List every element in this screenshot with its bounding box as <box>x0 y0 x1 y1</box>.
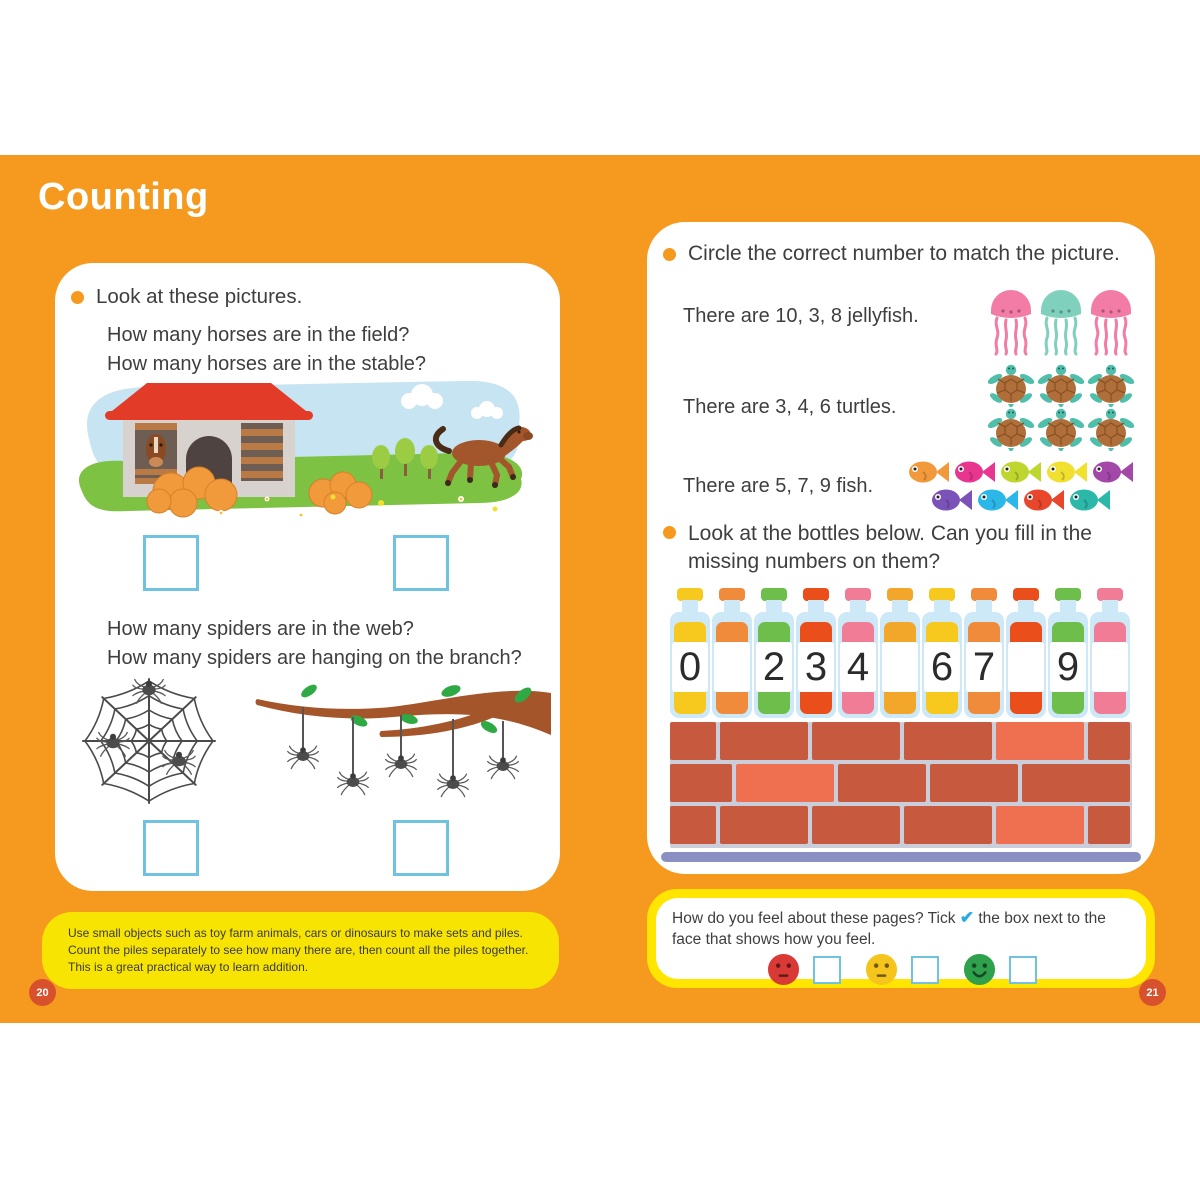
turtle-icon <box>1087 363 1135 407</box>
brick <box>904 722 992 760</box>
feedback-box <box>647 889 1155 988</box>
turtle-icon <box>1087 407 1135 451</box>
left-page-panel <box>55 263 560 891</box>
feedback-checkbox-2[interactable] <box>911 956 939 984</box>
spider-icon <box>338 772 369 795</box>
answer-box-spiders-web[interactable] <box>143 820 199 876</box>
brick <box>812 806 900 844</box>
jellyfish-row <box>683 272 1135 360</box>
fish-icon <box>907 458 951 486</box>
bottle <box>1048 588 1088 718</box>
answer-box-spiders-branch[interactable] <box>393 820 449 876</box>
turtle-icon <box>987 407 1035 451</box>
brick <box>904 806 992 844</box>
bullet-icon <box>663 526 676 539</box>
bottle <box>880 588 920 718</box>
fish-art <box>907 458 1135 514</box>
feedback-checkbox-1[interactable] <box>813 956 841 984</box>
brick <box>720 722 808 760</box>
turtles-row <box>683 360 1135 454</box>
bottle-number-label: 3 <box>798 642 834 692</box>
question-horses-field: How many horses are in the field? <box>107 324 410 346</box>
circle-heading-row <box>663 242 1120 266</box>
bullet-icon <box>71 291 84 304</box>
bottle <box>796 588 836 718</box>
jellyfish-icon <box>1037 274 1085 358</box>
spider-questions <box>107 615 522 673</box>
bottle-number-label: 9 <box>1050 642 1086 692</box>
jellyfish-icon <box>1087 274 1135 358</box>
bullet-icon <box>663 248 676 261</box>
fish-icon <box>1045 458 1089 486</box>
fish-icon <box>1068 486 1112 514</box>
spider-web-illustration <box>67 673 232 818</box>
bottle-number-label: 6 <box>924 642 960 692</box>
bottle <box>1090 588 1130 718</box>
brick <box>1088 722 1130 760</box>
unhappy-face-icon <box>767 953 800 986</box>
brick <box>996 806 1084 844</box>
bottles-heading-text: Look at the bottles below. Can you fill in the missing numbers on them? <box>688 522 1092 573</box>
bottle <box>838 588 878 718</box>
answer-box-horses-field[interactable] <box>143 535 199 591</box>
brick <box>1088 806 1130 844</box>
face-group <box>865 953 939 986</box>
brick <box>996 722 1084 760</box>
farm-scene-illustration <box>71 373 539 525</box>
fish-icon <box>976 486 1020 514</box>
brick <box>670 764 732 802</box>
brick <box>720 806 808 844</box>
fish-row <box>683 454 1135 518</box>
turtle-icon <box>1037 407 1085 451</box>
fish-icon <box>953 458 997 486</box>
left-intro-text: Look at these pictures. <box>96 285 303 308</box>
spider-icon <box>438 774 469 797</box>
spider-icon <box>386 754 417 777</box>
face-group <box>767 953 841 986</box>
brick <box>1022 764 1130 802</box>
brick <box>930 764 1018 802</box>
spider-icon <box>97 733 129 757</box>
brick <box>812 722 900 760</box>
brick <box>736 764 834 802</box>
page-title: Counting <box>38 176 209 218</box>
feedback-text-before: How do you feel about these pages? Tick <box>672 910 956 927</box>
brick <box>838 764 926 802</box>
number-choice-text-fish[interactable]: There are 5, 7, 9 fish. <box>683 474 874 497</box>
feedback-box-inner <box>656 898 1146 979</box>
circle-heading-text: Circle the correct number to match the picture. <box>688 242 1120 265</box>
question-spiders-web: How many spiders are in the web? <box>107 618 414 640</box>
bottle-blank-label[interactable] <box>714 642 750 692</box>
brick <box>670 806 716 844</box>
question-horses-stable: How many horses are in the stable? <box>107 353 427 375</box>
bottle <box>1006 588 1046 718</box>
feedback-checkbox-3[interactable] <box>1009 956 1037 984</box>
tip-line: Count the piles separately to see how many there are, then count all the piles together. <box>68 943 529 957</box>
bottles-heading-row <box>663 520 1125 576</box>
neutral-face-icon <box>865 953 898 986</box>
tip-line: This is a great practical way to learn addition. <box>68 960 309 974</box>
parent-tip-box <box>42 912 559 989</box>
branch-spiders-illustration <box>241 677 553 802</box>
face-group <box>963 953 1037 986</box>
spider-icon <box>163 751 195 775</box>
brick-wall <box>670 722 1132 848</box>
number-choice-text-turtles[interactable]: There are 3, 4, 6 turtles. <box>683 395 897 418</box>
jellyfish-icon <box>987 274 1035 358</box>
fish-icon <box>999 458 1043 486</box>
faces-row <box>767 953 1130 986</box>
brick <box>670 722 716 760</box>
count-rows <box>683 272 1135 518</box>
bottle <box>670 588 710 718</box>
wall-base-bar <box>661 852 1141 862</box>
feedback-text-after: the box next to the face that shows how you feel. <box>672 910 1106 948</box>
right-page-panel <box>647 222 1155 874</box>
bottle-number-label: 4 <box>840 642 876 692</box>
bottles-row <box>670 588 1130 718</box>
bottle-blank-label[interactable] <box>882 642 918 692</box>
spider-icon <box>488 756 519 779</box>
page-number-badge-right: 21 <box>1139 979 1166 1006</box>
tick-icon: ✔ <box>959 908 975 927</box>
number-choice-text-jellyfish[interactable]: There are 10, 3, 8 jellyfish. <box>683 304 919 327</box>
bottle <box>712 588 752 718</box>
fish-icon <box>1091 458 1135 486</box>
turtle-icon <box>1037 363 1085 407</box>
fish-icon <box>1022 486 1066 514</box>
tip-line: Use small objects such as toy farm animals, cars or dinosaurs to make sets and piles. <box>68 926 523 940</box>
left-intro-row <box>71 285 302 309</box>
bottle-blank-label[interactable] <box>1008 642 1044 692</box>
turtle-icon <box>987 363 1035 407</box>
fish-icon <box>930 486 974 514</box>
bottle <box>964 588 1004 718</box>
spider-icon <box>288 746 319 769</box>
jellyfish-art <box>987 274 1135 358</box>
happy-face-icon <box>963 953 996 986</box>
turtles-art <box>987 363 1135 451</box>
answer-box-horses-stable[interactable] <box>393 535 449 591</box>
bottle <box>922 588 962 718</box>
bottle-blank-label[interactable] <box>1092 642 1128 692</box>
page-number-badge-left: 20 <box>29 979 56 1006</box>
bottle-number-label: 0 <box>672 642 708 692</box>
question-spiders-branch: How many spiders are hanging on the branch? <box>107 647 522 669</box>
bottle <box>754 588 794 718</box>
bottle-number-label: 7 <box>966 642 1002 692</box>
horse-questions <box>107 321 426 379</box>
bottle-number-label: 2 <box>756 642 792 692</box>
